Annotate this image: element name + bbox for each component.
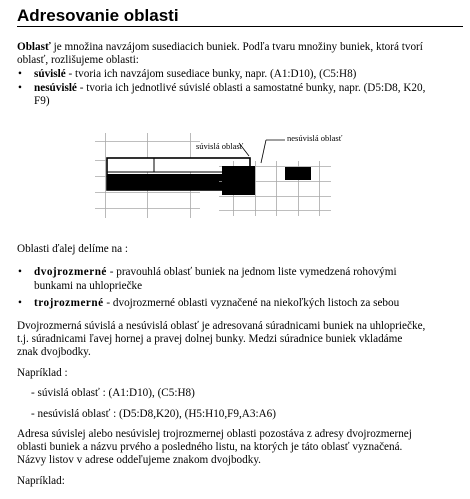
bullet-icon: •	[18, 68, 22, 80]
paragraph-line: Adresa súvislej alebo nesúvislej trojrozmernej oblasti pozostáva z adresy dvojrozmernej	[17, 428, 412, 440]
type-term-noncontiguous: nesúvislé	[34, 82, 77, 94]
bullet-icon: •	[18, 266, 22, 278]
type-term-contiguous: súvislé	[34, 68, 66, 80]
noncontiguous-leader-pointer	[261, 140, 266, 163]
contiguous-range-top	[107, 158, 154, 172]
bullet-icon: •	[18, 297, 22, 309]
division-text-2d: - pravouhlá oblasť buniek na jednom liste vymedzená rohovými	[106, 266, 397, 278]
type-text-contiguous: - tvoria ich navzájom susediace bunky, napr. (A1:D10), (C5:H8)	[65, 68, 357, 80]
noncontiguous-range-2	[285, 167, 311, 180]
intro-term: Oblasť	[17, 41, 51, 53]
intro-line-1-text: je množina navzájom susediacich buniek. Podľa tvaru množiny buniek, ktorá tvorí	[50, 41, 423, 53]
type-text-noncontiguous-cont: F9)	[34, 95, 50, 107]
paragraph-line: Dvojrozmerná súvislá a nesúvislá oblasť je adresovaná súradnicami buniek na uhlopriečke,	[17, 320, 426, 332]
paragraph-line: Názvy listov v adrese oddeľujeme znakom dvojbodky.	[17, 454, 261, 466]
division-intro: Oblasti ďalej delíme na :	[17, 243, 128, 255]
paragraph-line: oblasti buniek a názvu prvého a posledného listu, na ktorých je táto oblasť vyznačená.	[17, 441, 403, 453]
division-text-2d-cont: bunkami na uhlopriečke	[34, 280, 143, 292]
title-underline	[17, 26, 463, 27]
range-figure	[95, 128, 375, 218]
division-text-3d: - dvojrozmerné oblasti vyznačené na niekoľkých listoch za sebou	[103, 297, 400, 309]
type-text-noncontiguous: - tvoria ich jednotlivé súvislé oblasti a samostatné bunky, napr. (D5:D8, K20,	[76, 82, 426, 94]
example-line: - nesúvislá oblasť : (D5:D8,K20), (H5:H10,F9,A3:A6)	[31, 408, 276, 420]
example-label: Napríklad :	[17, 367, 68, 379]
noncontiguous-range-1	[222, 166, 255, 195]
example-label: Napríklad:	[17, 475, 65, 487]
paragraph-line: t.j. súradnicami ľavej hornej a pravej dolnej bunky. Medzi súradnice buniek vkladáme	[17, 333, 403, 345]
noncontiguous-label: nesúvislá oblasť	[287, 133, 343, 143]
intro-line-2: oblasť, rozlišujeme oblasti:	[17, 54, 139, 66]
example-line: - súvislá oblasť : (A1:D10), (C5:H8)	[31, 387, 195, 399]
division-term-2d: dvojrozmerné	[34, 266, 107, 278]
page-title: Adresovanie oblasti	[17, 6, 179, 25]
bullet-icon: •	[18, 82, 22, 94]
division-term-3d: trojrozmerné	[34, 297, 104, 309]
intro-line-1	[17, 41, 463, 54]
paragraph-line: znak dvojbodky.	[17, 346, 91, 358]
contiguous-label: súvislá oblasť	[196, 141, 244, 151]
